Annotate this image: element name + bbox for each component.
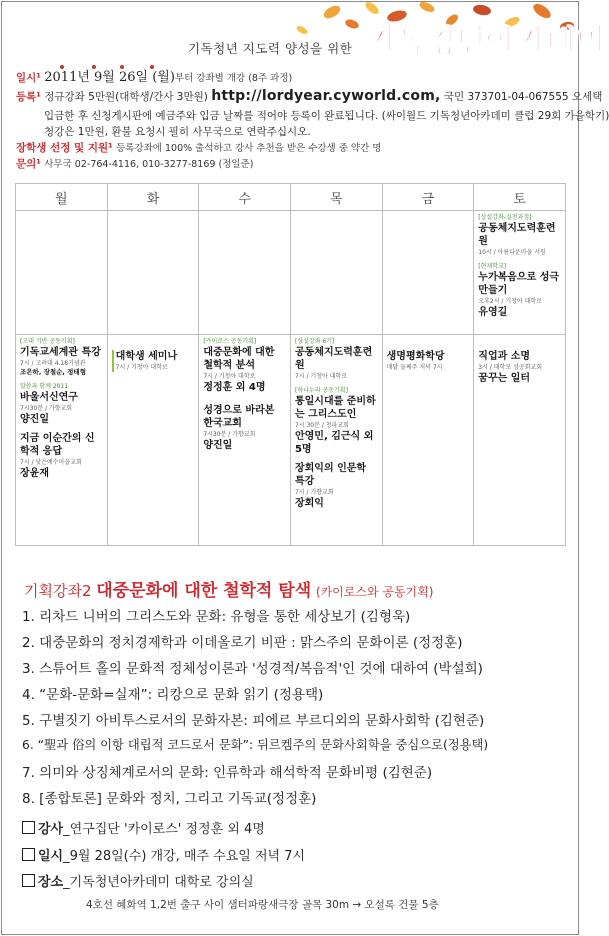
detail-label: 강사 (38, 822, 64, 837)
week-row-2 (16, 335, 566, 546)
schedule-table (15, 183, 566, 546)
cell-empty (107, 211, 199, 335)
reg-note2: 청강은 1만원, 환불 요청시 필히 사무국으로 연락주십시오. (44, 126, 311, 138)
event-entry[interactable] (295, 338, 378, 381)
event-title: 장회익의 인문학 특강 (294, 463, 367, 487)
cell-saturday-2 (474, 335, 566, 546)
event-entry[interactable] (112, 350, 195, 372)
day-header: 금 (382, 184, 474, 211)
event-speaker: 양진일 (203, 440, 233, 451)
event-detail: 7시30분 / 가향교회 (20, 405, 73, 412)
event-tag: [고대 기반 공동기획] (20, 338, 75, 345)
lecture-item: 2. 대중문화의 정치경제학과 이데올로기 비판 : 맑스주의 문화이론 (정정훈) (22, 635, 463, 651)
day-header: 화 (107, 184, 199, 211)
lecture-main-title: 대중문화에 대한 철학적 탐색 (96, 581, 312, 601)
event-title: 공동체지도력훈련원 (478, 223, 556, 247)
cell-thursday (290, 335, 382, 546)
event-detail: 7시 / 기향교회 (294, 489, 334, 496)
lecture-title (24, 576, 433, 601)
detail-line-schedule (22, 845, 305, 864)
contact-line: 문의¹ 사무국 02-764-4116, 010-3277-8169 (정일준) (16, 158, 254, 170)
cell-friday (382, 335, 474, 546)
detail-label: 일시 (38, 849, 64, 864)
event-speaker: 안영민, 김근식 외 5명 (294, 431, 374, 455)
event-speaker: 장회익 (294, 498, 324, 509)
date-line: 일시¹ 2011년 9월 26일 (월)부터 강좌별 개강 (8주 과정) (16, 70, 293, 85)
date-dot (150, 65, 154, 69)
detail-line-instructor (22, 818, 265, 837)
event-title: 공동체지도력훈련원 (294, 347, 373, 371)
event-speaker: 장윤재 (20, 468, 49, 479)
event-title: 지금 이순간의 신학적 응답 (20, 433, 95, 457)
event-detail: 오후2시 / 기청아 대학로 (478, 298, 543, 305)
event-tag: 말씀과 함께 2011 (20, 383, 69, 390)
event-detail: 7시 / 기청아 대학로 (115, 364, 168, 371)
lecture-item: 6. “聖과 俗의 이항 대립적 코드로서 문화”: 뒤르켐주의 문화사회학을 중심으로(정용택) (22, 738, 489, 752)
day-header: 월 (16, 184, 108, 211)
event-title: 생명평화학당 (386, 351, 445, 362)
event-entry[interactable] (20, 338, 103, 377)
reg-url-link[interactable]: http://lordyear.cyworld.com, (211, 88, 441, 104)
week-row-1 (16, 211, 566, 335)
event-entry[interactable] (295, 387, 378, 456)
cell-empty (382, 211, 474, 335)
contact-label: 문의 (16, 158, 37, 170)
event-title: 성경으로 바라본 한국교회 (203, 405, 275, 429)
reg-note1: 입금한 후 신청게시판에 예금주와 입금 날짜를 적어야 등록이 완료됩니다. (싸이월드 기독청년아카데미 클럽 29회 가을학기) (44, 110, 609, 122)
logo-text: 기독청년아카데미 (366, 24, 606, 60)
cell-empty (290, 211, 382, 335)
reg-text: 정규강좌 5만원(대학생/간사 3만원) (44, 91, 208, 103)
event-speaker: 양진일 (20, 414, 49, 425)
date-dot (60, 65, 64, 69)
event-entry[interactable] (478, 263, 561, 319)
event-detail: 7시30분 / 가향교회 (203, 431, 256, 438)
cell-saturday-1 (474, 211, 566, 335)
lecture-suffix: (카이로스와 공동기획) (315, 585, 434, 599)
event-tag: [상설강좌 6기] (294, 338, 335, 345)
event-detail: 7시 / 낮은예수마을교회 (20, 459, 82, 466)
event-title: 바울서신연구 (20, 392, 78, 403)
day-header: 수 (199, 184, 291, 211)
cell-tuesday (107, 335, 199, 546)
event-title: 대학생 세미나 (115, 351, 178, 362)
event-tag: [카이로스 공동기획] (203, 338, 257, 345)
date-dot (92, 65, 96, 69)
cell-empty (199, 211, 291, 335)
checkbox-icon (22, 821, 35, 834)
day-header: 목 (290, 184, 382, 211)
event-speaker: 유영길 (478, 307, 508, 318)
scholar-label: 장학생 선정 및 지원 (16, 142, 109, 154)
event-detail: 3시 / 대학로 성공회교회 (478, 364, 543, 371)
date-label: 일시 (16, 72, 37, 84)
reg-label: 등록 (16, 91, 37, 103)
event-entry[interactable] (203, 404, 286, 452)
event-title: 대중문화에 대한 철학적 분석 (203, 347, 275, 371)
event-detail: 7시 / 기청아 대학로 (294, 373, 348, 380)
contact-text: 사무국 02-764-4116, 010-3277-8169 (정일준) (44, 159, 254, 170)
event-entry[interactable] (478, 214, 561, 257)
event-detail: 7시 / 고려대 4.18기념관 (20, 360, 86, 367)
checkbox-icon (22, 848, 35, 861)
event-tag: [현재학교] (478, 263, 507, 270)
lecture-item: 3. 스튜어트 홀의 문화적 정체성이론과 '성경적/복음적'인 것에 대하여 (박설희) (22, 661, 483, 677)
academy-logo (362, 14, 606, 64)
lecture-item: 7. 의미와 상징체계로서의 문화: 인류학과 해석학적 문화비평 (김현준) (22, 765, 433, 781)
event-detail: 10시 / 아름다운마을 서원 (478, 249, 546, 256)
lecture-item: 8. [종합토론] 문화와 정치, 그리고 기독교(정정훈) (22, 791, 317, 807)
poster (1, 1, 609, 935)
event-detail: 7시 / 기청아 대학로 (203, 373, 256, 380)
subtitle: 기독청년 지도력 양성을 위한 (188, 41, 353, 56)
event-detail: 7시 30분 / 청파교회 (294, 422, 349, 429)
event-entry[interactable] (20, 432, 103, 480)
detail-text: _연구집단 '카이로스' 정정훈 외 4명 (63, 822, 265, 837)
academy-logo-icon (362, 14, 606, 64)
detail-text: _9월 28일(수) 개강, 매주 수요일 저녁 7시 (63, 849, 306, 864)
event-entry[interactable] (295, 462, 378, 510)
cell-wednesday (199, 335, 291, 546)
event-entry[interactable] (478, 350, 561, 385)
event-detail: 매달 둘째주 저녁 7시 (386, 364, 443, 371)
registration-line: 등록¹ 정규강좌 5만원(대학생/간사 3만원) http://lordyear.cyworld.com, 국민 373701-04-067555 오세택 (16, 88, 603, 104)
detail-line-place (22, 871, 254, 890)
event-speaker: 꿈꾸는 일터 (478, 373, 531, 384)
lecture-prefix: 기획강좌2 (24, 582, 92, 600)
event-tag: [상설강좌-실천과정] (478, 214, 532, 221)
event-tag: [하나누리 공동기획] (294, 387, 348, 394)
checkbox-icon (22, 874, 35, 887)
event-entry[interactable] (203, 338, 286, 394)
cell-empty (16, 211, 108, 335)
reg-bank: 국민 373701-04-067555 오세택 (443, 91, 603, 103)
date-value: 2011년 9월 26일 (월) (44, 70, 175, 85)
event-title: 통일시대를 준비하는 그리스도인 (294, 396, 376, 420)
detail-label: 장소 (38, 875, 64, 890)
date-dot (120, 65, 124, 69)
lecture-item: 5. 구별짓기 아비투스로서의 문화자본: 피에르 부르디외의 문화사회학 (김현준) (22, 713, 485, 729)
event-title: 직업과 소명 (478, 351, 531, 362)
day-header: 토 (474, 184, 566, 211)
lecture-item: 1. 리차드 니버의 그리스도와 문화: 유형을 통한 세상보기 (김형욱) (22, 609, 411, 625)
cell-monday (16, 335, 108, 546)
date-suffix: 부터 강좌별 개강 (8주 과정) (174, 73, 293, 84)
day-header-row (16, 184, 566, 211)
event-entry[interactable] (387, 350, 470, 372)
event-entry[interactable] (20, 383, 103, 426)
lecture-item: 4. “문화-문화=실재”: 리캉으로 문화 읽기 (정용택) (22, 687, 324, 703)
event-title: 기독교세계관 특강 (20, 347, 101, 358)
event-speaker: 조은하, 장철순, 정태형 (20, 368, 86, 376)
event-speaker: 정정훈 외 4명 (203, 382, 266, 393)
detail-text: _기독청년아카데미 대학로 강의실 (63, 875, 254, 890)
event-title: 누가복음으로 성극만들기 (478, 272, 560, 296)
scholar-text: 등록강좌에 100% 출석하고 강사 추천을 받은 수강생 중 약간 명 (116, 143, 382, 154)
scholarship-line: 장학생 선정 및 지원¹ 등록강좌에 100% 출석하고 강사 추천을 받은 수강생 중 약간 명 (16, 142, 382, 154)
directions-footer: 4호선 혜화역 1,2번 출구 사이 샘터파랑새극장 골목 30m → 오설록 건물 5층 (86, 899, 439, 911)
